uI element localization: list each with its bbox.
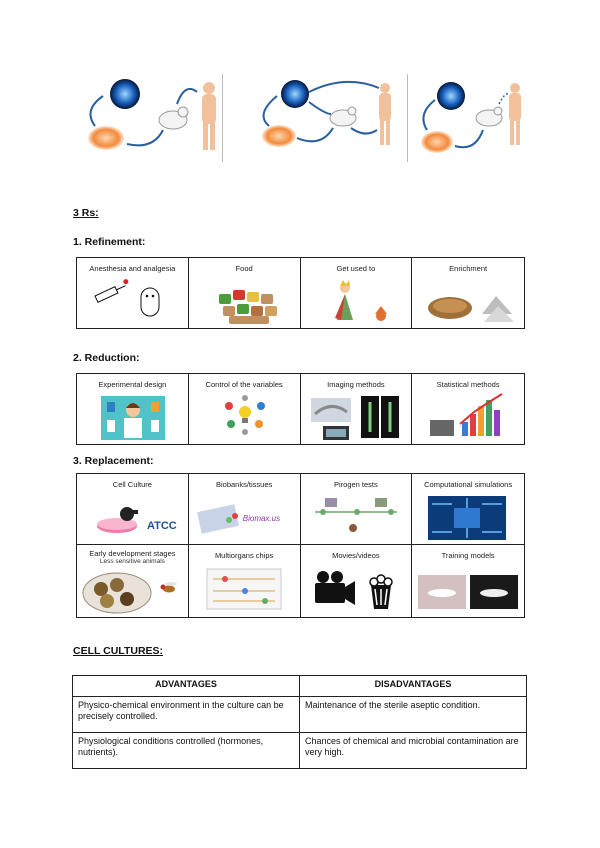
cell-label: Multiorgans chips [214, 551, 274, 560]
reduction-cell-control-variables [189, 374, 301, 444]
fox-icon [375, 306, 387, 321]
translation-diagram-3 [409, 74, 527, 162]
chip-icon [281, 80, 309, 108]
pirogen-test-diagram-icon [301, 474, 412, 545]
replacement-grid [76, 473, 525, 618]
cell-label: Control of the variables [205, 380, 283, 389]
diagram-panel-1 [73, 74, 221, 162]
chip-icon [110, 79, 140, 109]
cell-label: Training models [441, 551, 495, 560]
table-cell: Chances of chemical and microbial contamination are very high. [300, 733, 527, 769]
food-pellets-icon [189, 258, 300, 328]
arrow-icon [91, 96, 104, 126]
replacement-cell-early-development [77, 545, 189, 617]
reduction-cell-statistical-methods [412, 374, 524, 444]
embryo-dish-icon [77, 545, 188, 617]
imaging-scan-icon [301, 374, 412, 444]
translation-diagram-2 [225, 74, 403, 162]
cell-label: Experimental design [98, 380, 167, 389]
movie-camera-icon [301, 545, 412, 617]
advantages-table [72, 675, 527, 769]
human-icon [202, 82, 216, 150]
refinement-cell-food [189, 258, 301, 328]
cell-label: Early development stages [89, 549, 176, 558]
petri-dish-icon [421, 131, 453, 153]
table-row [73, 697, 527, 733]
reduction-cell-experimental-design [77, 374, 189, 444]
refinement-cell-anesthesia [77, 258, 189, 328]
disadvantages-header: DISADVANTAGES [300, 676, 527, 697]
cell-label: Get used to [336, 264, 376, 273]
replacement-heading: 3. Replacement: [73, 455, 154, 467]
reduction-grid [76, 373, 525, 445]
replacement-cell-multiorgan-chips [189, 545, 301, 617]
cell-label: Statistical methods [436, 380, 500, 389]
calculator-icon [430, 420, 454, 436]
refinement-heading: 1. Refinement: [73, 236, 146, 248]
replacement-cell-cell-culture [77, 474, 189, 545]
cell-label: Anesthesia and analgesia [89, 264, 176, 273]
cell-label: Imaging methods [327, 380, 385, 389]
flask-icon [120, 507, 134, 521]
human-icon [509, 83, 521, 145]
refinement-grid [76, 257, 525, 329]
refinement-cell-get-used-to [301, 258, 413, 328]
training-model-icon [412, 545, 523, 617]
table-row [73, 733, 527, 769]
nesting-material-icon [412, 258, 523, 328]
translation-diagram-1 [73, 74, 221, 162]
table-cell: Maintenance of the sterile aseptic condition. [300, 697, 527, 733]
replacement-cell-pirogen-tests [301, 474, 413, 545]
cell-label: Biobanks/tissues [215, 480, 273, 489]
cell-label: Computational simulations [424, 480, 513, 489]
cell-label: Pirogen tests [333, 480, 378, 489]
statistics-chart-icon [412, 374, 523, 444]
petri-dish-icon [77, 474, 188, 545]
human-icon [379, 83, 391, 145]
scientist-icon [77, 374, 188, 444]
cell-label: Movies/videos [332, 551, 380, 560]
replacement-cell-training-models [412, 545, 524, 617]
cell-label: Food [235, 264, 253, 273]
replacement-cell-biobanks [189, 474, 301, 545]
pill-icon [141, 288, 159, 316]
table-cell: Physiological conditions controlled (hormones, nutrients). [73, 733, 300, 769]
diagram-panel-3 [409, 74, 527, 162]
fruit-fly-icon [161, 582, 178, 593]
circuit-board-icon [412, 474, 523, 545]
popcorn-icon [370, 575, 392, 609]
less-sensitive-subtitle: Less sensitive animals [99, 558, 165, 565]
diagram-strip [73, 74, 527, 162]
cell-label: Enrichment [449, 264, 488, 273]
diagram-panel-2 [225, 74, 403, 162]
tissue-microarray-icon [189, 474, 300, 545]
reduction-cell-imaging-methods [301, 374, 413, 444]
cell-cultures-title: CELL CULTURES: [73, 645, 164, 657]
petri-dish-icon [88, 126, 124, 150]
lightbulb-icon [189, 374, 300, 444]
three-rs-title: 3 Rs: [73, 207, 99, 219]
table-header-row [73, 676, 527, 697]
replacement-cell-computational-simulations [412, 474, 524, 545]
cell-label: Cell Culture [112, 480, 152, 489]
organ-chip-icon [189, 545, 300, 617]
refinement-cell-enrichment [412, 258, 524, 328]
reduction-heading: 2. Reduction: [73, 352, 140, 364]
little-prince-icon [301, 258, 412, 328]
advantages-header: ADVANTAGES [73, 676, 300, 697]
table-cell: Physico-chemical environment in the culture can be precisely controlled. [73, 697, 300, 733]
replacement-cell-movies-videos [301, 545, 413, 617]
chip-icon [437, 82, 465, 110]
biomax-logo: Biomax.us [242, 514, 281, 523]
atcc-logo: ATCC [147, 520, 177, 532]
petri-dish-icon [262, 125, 296, 147]
syringe-icon [77, 258, 188, 328]
